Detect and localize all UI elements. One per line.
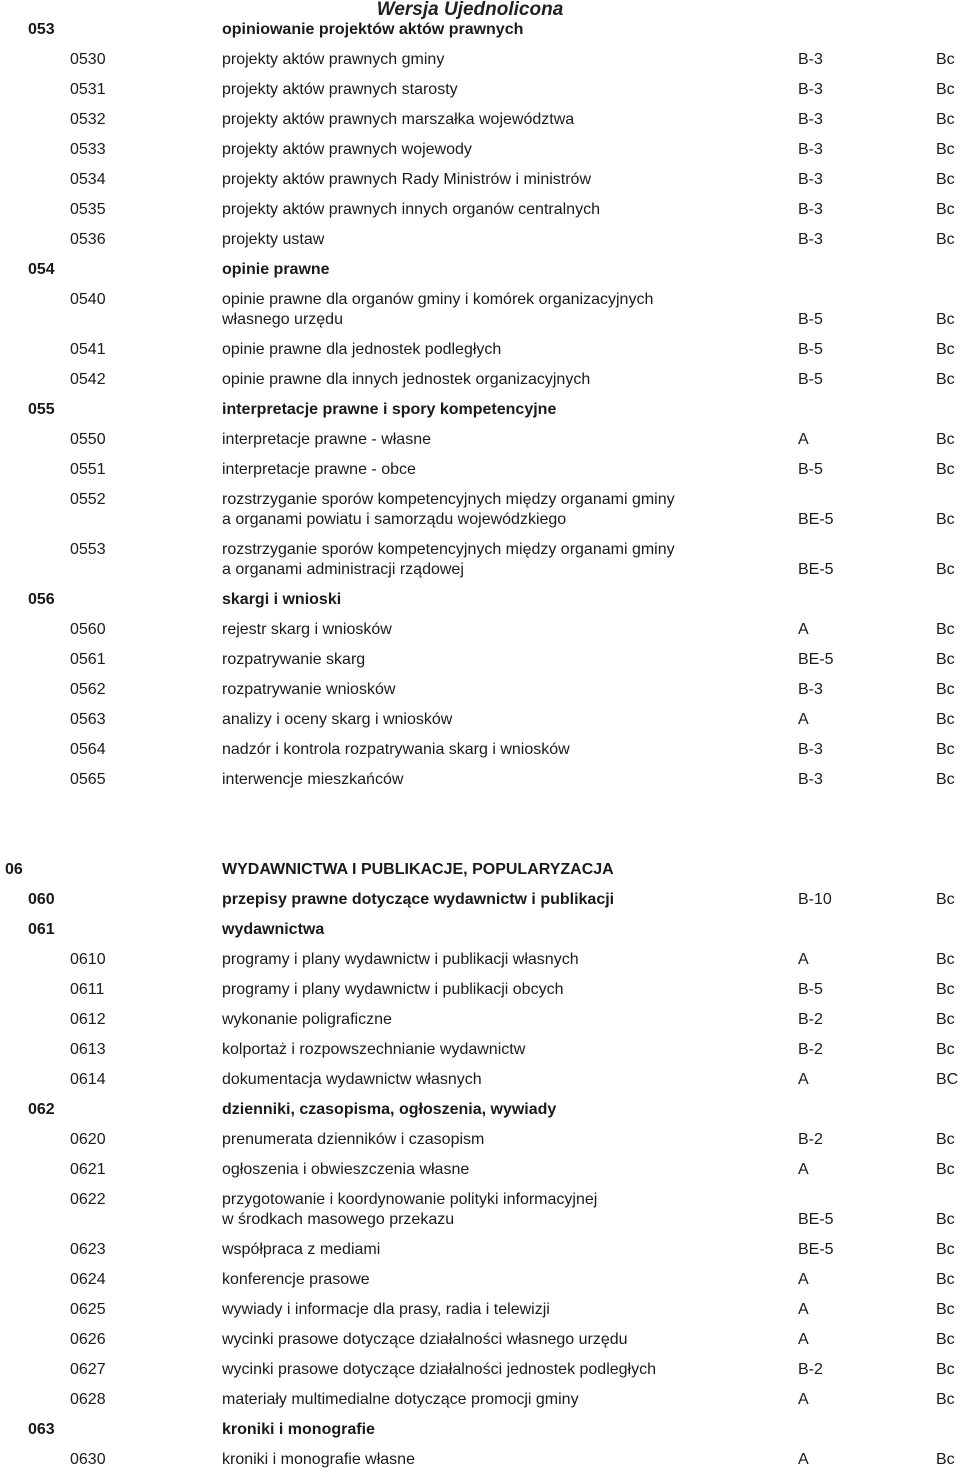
storage-category: Bc [936,461,955,478]
symbol-code: 0532 [70,111,106,128]
symbol-code: 0624 [70,1271,106,1288]
storage-category: Bc [936,1131,955,1148]
description: przepisy prawne dotyczące wydawnictw i publikacji [222,891,615,908]
archive-category: B-3 [798,681,823,698]
storage-category: Bc [936,651,955,668]
table-row [0,535,960,585]
table-row [0,225,960,255]
table-row [0,735,960,765]
table-row [0,165,960,195]
symbol-code: 0542 [70,371,106,388]
storage-category: Bc [936,511,955,528]
archive-category: A [798,1161,809,1178]
symbol-code: 0628 [70,1391,106,1408]
symbol-code: 0534 [70,171,106,188]
table-row [0,285,960,335]
table-row [0,335,960,365]
symbol-code: 0535 [70,201,106,218]
storage-category: Bc [936,681,955,698]
description: przygotowanie i koordynowanie polityki informacyjnej [222,1191,598,1208]
archive-category: A [798,1451,809,1468]
table-row [0,615,960,645]
description: opinie prawne dla jednostek podległych [222,341,502,358]
description: projekty aktów prawnych starosty [222,81,458,98]
description: kroniki i monografie [222,1421,375,1438]
description: opinie prawne [222,261,330,278]
table-row [0,1035,960,1065]
group-heading-row [0,395,960,425]
archive-category: B-3 [798,51,823,68]
symbol-code: 0552 [70,491,106,508]
storage-category: Bc [936,891,955,908]
description: interpretacje prawne i spory kompetencyjne [222,401,557,418]
storage-category: Bc [936,201,955,218]
symbol-code: 063 [28,1421,55,1438]
description: wywiady i informacje dla prasy, radia i telewizji [222,1301,550,1318]
symbol-code: 056 [28,591,55,608]
table-row [0,645,960,675]
symbol-code: 060 [28,891,55,908]
storage-category: Bc [936,1331,955,1348]
table-row [0,1265,960,1295]
table-row [0,1005,960,1035]
description: opinie prawne dla organów gminy i komórek organizacyjnych [222,291,654,308]
description: kroniki i monografie własne [222,1451,415,1468]
description: wycinki prasowe dotyczące działalności własnego urzędu [222,1331,628,1348]
storage-category: Bc [936,81,955,98]
symbol-code: 0531 [70,81,106,98]
table-row [0,485,960,535]
table-row [0,1295,960,1325]
description: projekty aktów prawnych wojewody [222,141,472,158]
table-row [0,45,960,75]
symbol-code: 0630 [70,1451,106,1468]
table-row [0,1445,960,1475]
description: wydawnictwa [222,921,325,938]
description: współpraca z mediami [222,1241,381,1258]
archive-category: B-5 [798,461,823,478]
description: interwencje mieszkańców [222,771,404,788]
storage-category: Bc [936,1391,955,1408]
description: projekty aktów prawnych gminy [222,51,445,68]
description: ogłoszenia i obwieszczenia własne [222,1161,470,1178]
archive-category: B-3 [798,201,823,218]
archive-category: A [798,951,809,968]
archive-category: A [798,1301,809,1318]
description: projekty aktów prawnych marszałka województwa [222,111,575,128]
archive-category: BE-5 [798,651,834,668]
description: analizy i oceny skarg i wniosków [222,711,453,728]
description: interpretacje prawne - obce [222,461,416,478]
symbol-code: 0553 [70,541,106,558]
group-heading-row [0,1415,960,1445]
section-heading-row [0,855,960,885]
table-row [0,455,960,485]
description: skargi i wnioski [222,591,342,608]
group-heading-row [0,585,960,615]
group-heading-row [0,885,960,915]
table-row [0,945,960,975]
symbol-code: 055 [28,401,55,418]
table-row [0,705,960,735]
symbol-code: 061 [28,921,55,938]
archive-category: A [798,1271,809,1288]
symbol-code: 0612 [70,1011,106,1028]
table-row [0,1185,960,1235]
description-continuation: a organami powiatu i samorządu wojewódzkiego [222,511,567,528]
archive-category: BE-5 [798,561,834,578]
description-continuation: własnego urzędu [222,311,343,328]
archive-category: B-3 [798,741,823,758]
table-row [0,1065,960,1095]
group-heading-row [0,255,960,285]
document-title: Wersja Ujednolicona [376,0,564,20]
storage-category: Bc [936,141,955,158]
table-row [0,1155,960,1185]
symbol-code: 0613 [70,1041,106,1058]
storage-category: Bc [936,1451,955,1468]
symbol-code: 0622 [70,1191,106,1208]
storage-category: Bc [936,561,955,578]
description: nadzór i kontrola rozpatrywania skarg i wniosków [222,741,570,758]
archive-category: BE-5 [798,1241,834,1258]
storage-category: Bc [936,1011,955,1028]
symbol-code: 0611 [70,981,105,998]
symbol-code: 0560 [70,621,106,638]
classification-table [0,15,960,1475]
archive-category: A [798,1071,809,1088]
storage-category: Bc [936,371,955,388]
archive-category: A [798,711,809,728]
symbol-code: 0564 [70,741,106,758]
symbol-code: 0620 [70,1131,106,1148]
archive-category: B-3 [798,141,823,158]
description: opiniowanie projektów aktów prawnych [222,21,524,38]
symbol-code: 0621 [70,1161,106,1178]
group-heading-row [0,1095,960,1125]
storage-category: Bc [936,51,955,68]
description: projekty aktów prawnych innych organów centralnych [222,201,600,218]
table-row [0,1385,960,1415]
description: rozpatrywanie wniosków [222,681,396,698]
symbol-code: 0623 [70,1241,106,1258]
table-row [0,975,960,1005]
storage-category: Bc [936,231,955,248]
archive-category: B-3 [798,231,823,248]
archive-category: B-2 [798,1131,823,1148]
symbol-code: 0614 [70,1071,106,1088]
symbol-code: 0625 [70,1301,106,1318]
table-row [0,675,960,705]
description: konferencje prasowe [222,1271,370,1288]
archive-category: B-10 [798,891,832,908]
symbol-code: 0626 [70,1331,106,1348]
table-row [0,765,960,795]
symbol-code: 0610 [70,951,106,968]
symbol-code: 0541 [70,341,106,358]
table-row [0,1235,960,1265]
description: materiały multimedialne dotyczące promocji gminy [222,1391,579,1408]
archive-category: A [798,1391,809,1408]
group-heading-row [0,15,960,45]
symbol-code: 0562 [70,681,106,698]
symbol-code: 0540 [70,291,106,308]
storage-category: Bc [936,711,955,728]
storage-category: Bc [936,741,955,758]
table-row [0,135,960,165]
storage-category: Bc [936,1361,955,1378]
archive-category: B-2 [798,1361,823,1378]
storage-category: Bc [936,171,955,188]
description: projekty ustaw [222,231,325,248]
table-row [0,1355,960,1385]
description: projekty aktów prawnych Rady Ministrów i ministrów [222,171,591,188]
symbol-code: 0561 [70,651,106,668]
table-row [0,425,960,455]
table-row [0,195,960,225]
symbol-code: 054 [28,261,55,278]
description: wykonanie poligraficzne [222,1011,392,1028]
symbol-code: 0565 [70,771,106,788]
archive-category: A [798,621,809,638]
description: WYDAWNICTWA I PUBLIKACJE, POPULARYZACJA [222,861,614,878]
symbol-code: 053 [28,21,55,38]
description: rejestr skarg i wniosków [222,621,392,638]
storage-category: Bc [936,951,955,968]
archive-category: A [798,1331,809,1348]
storage-category: Bc [936,621,955,638]
symbol-code: 0563 [70,711,106,728]
description: wycinki prasowe dotyczące działalności jednostek podległych [222,1361,657,1378]
storage-category: Bc [936,431,955,448]
symbol-code: 0533 [70,141,106,158]
description: opinie prawne dla innych jednostek organizacyjnych [222,371,591,388]
description: programy i plany wydawnictw i publikacji własnych [222,951,579,968]
symbol-code: 0550 [70,431,106,448]
description-continuation: w środkach masowego przekazu [222,1211,455,1228]
symbol-code: 0551 [70,461,106,478]
storage-category: Bc [936,1211,955,1228]
archive-category: B-3 [798,771,823,788]
table-row [0,105,960,135]
archive-category: BE-5 [798,511,834,528]
storage-category: Bc [936,1161,955,1178]
archive-category: A [798,431,809,448]
archive-category: B-5 [798,981,823,998]
table-row [0,75,960,105]
description: kolportaż i rozpowszechnianie wydawnictw [222,1041,526,1058]
archive-category: BE-5 [798,1211,834,1228]
description: rozpatrywanie skarg [222,651,366,668]
description: rozstrzyganie sporów kompetencyjnych między organami gminy [222,491,675,508]
description: dzienniki, czasopisma, ogłoszenia, wywiady [222,1101,557,1118]
storage-category: Bc [936,1041,955,1058]
storage-category: Bc [936,311,955,328]
storage-category: Bc [936,981,955,998]
storage-category: Bc [936,341,955,358]
archive-category: B-2 [798,1041,823,1058]
symbol-code: 0536 [70,231,106,248]
description-continuation: a organami administracji rządowej [222,561,464,578]
storage-category: Bc [936,1301,955,1318]
archive-category: B-3 [798,111,823,128]
storage-category: Bc [936,1241,955,1258]
description: programy i plany wydawnictw i publikacji obcych [222,981,564,998]
symbol-code: 062 [28,1101,55,1118]
symbol-code: 06 [5,861,23,878]
table-row [0,365,960,395]
archive-category: B-2 [798,1011,823,1028]
description: rozstrzyganie sporów kompetencyjnych między organami gminy [222,541,675,558]
storage-category: Bc [936,1271,955,1288]
table-row [0,1125,960,1155]
archive-category: B-5 [798,341,823,358]
description: prenumerata dzienników i czasopism [222,1131,485,1148]
archive-category: B-5 [798,371,823,388]
description: interpretacje prawne - własne [222,431,431,448]
archive-category: B-3 [798,171,823,188]
symbol-code: 0530 [70,51,106,68]
table-row [0,1325,960,1355]
symbol-code: 0627 [70,1361,106,1378]
storage-category: BC [936,1071,959,1088]
storage-category: Bc [936,111,955,128]
description: dokumentacja wydawnictw własnych [222,1071,482,1088]
archive-category: B-3 [798,81,823,98]
storage-category: Bc [936,771,955,788]
group-heading-row [0,915,960,945]
archive-category: B-5 [798,311,823,328]
